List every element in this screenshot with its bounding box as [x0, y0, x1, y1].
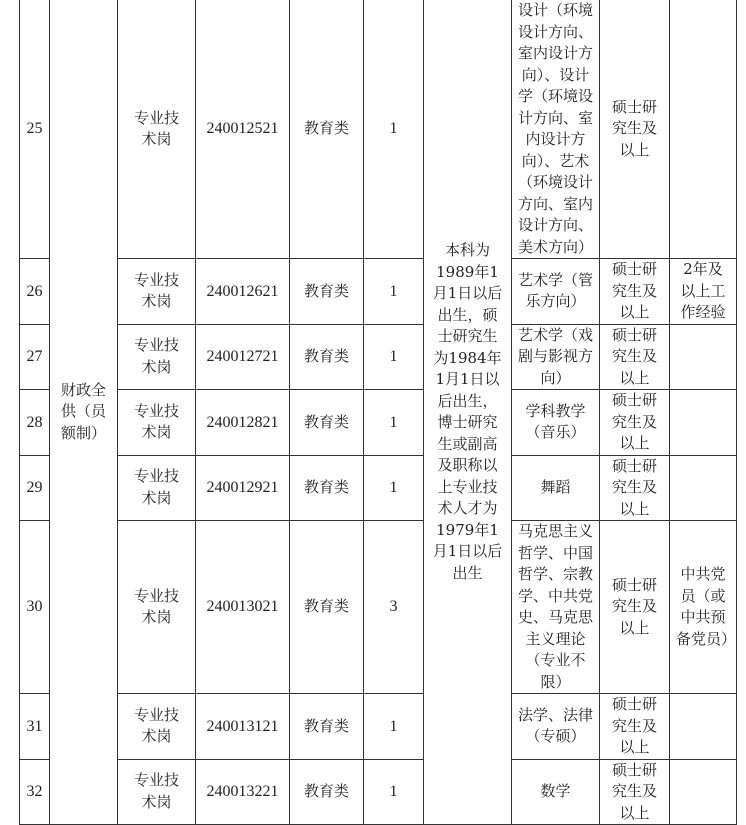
row-number: 25: [20, 0, 50, 259]
table-row: [20, 694, 737, 760]
major-requirement: 艺术学（戏剧与影视方向）: [512, 324, 600, 390]
row-number: 27: [20, 324, 50, 390]
post-type: 专业技术岗: [118, 259, 196, 325]
education-requirement: 硕士研究生及以上: [600, 455, 670, 521]
age-requirement: 本科为1989年1月1日以后出生，硕士研究生为1984年1月1日以后出生，博士研究生或副高及职称以上专业技术人才为1979年1月1日以后出生: [424, 0, 512, 825]
row-number: 26: [20, 259, 50, 325]
post-category: 教育类: [290, 759, 364, 825]
post-type: 专业技术岗: [118, 455, 196, 521]
post-type: 专业技术岗: [118, 694, 196, 760]
post-code: 240012821: [196, 390, 290, 456]
hire-count: 1: [364, 694, 424, 760]
education-requirement: 硕士研究生及以上: [600, 694, 670, 760]
table-row: [20, 390, 737, 456]
post-code: 240013021: [196, 521, 290, 694]
post-code: 240012921: [196, 455, 290, 521]
other-requirement: [670, 324, 737, 390]
post-code: 240013221: [196, 759, 290, 825]
other-requirement: [670, 390, 737, 456]
hire-count: 1: [364, 759, 424, 825]
hire-count: 1: [364, 455, 424, 521]
post-type: 专业技术岗: [118, 759, 196, 825]
hire-count: 1: [364, 390, 424, 456]
table-row: [20, 324, 737, 390]
post-code: 240013121: [196, 694, 290, 760]
row-number: 29: [20, 455, 50, 521]
row-number: 32: [20, 759, 50, 825]
post-type: 专业技术岗: [118, 521, 196, 694]
major-requirement: 马克思主义哲学、中国哲学、宗教学、中共党史、马克思主义理论（专业不限）: [512, 521, 600, 694]
table-row: [20, 521, 737, 694]
hire-count: 3: [364, 521, 424, 694]
post-category: 教育类: [290, 390, 364, 456]
major-requirement: 艺术学（管乐方向）: [512, 259, 600, 325]
hire-count: 1: [364, 324, 424, 390]
row-number: 28: [20, 390, 50, 456]
major-requirement: 设计（环境设计方向、室内设计方向）、设计学（环境设计方向、室内设计方向）、艺术（环境设计方向、室内设计方向、美术方向）: [512, 0, 600, 259]
row-number: 30: [20, 521, 50, 694]
other-requirement: [670, 0, 737, 259]
post-category: 教育类: [290, 324, 364, 390]
post-category: 教育类: [290, 259, 364, 325]
post-code: 240012621: [196, 259, 290, 325]
major-requirement: 舞蹈: [512, 455, 600, 521]
major-requirement: 学科教学（音乐）: [512, 390, 600, 456]
education-requirement: 硕士研究生及以上: [600, 759, 670, 825]
other-requirement: 2年及以上工作经验: [670, 259, 737, 325]
major-requirement: 法学、法律（专硕）: [512, 694, 600, 760]
table-row: [20, 759, 737, 825]
table-row: [20, 455, 737, 521]
row-number: 31: [20, 694, 50, 760]
education-requirement: 硕士研究生及以上: [600, 390, 670, 456]
other-requirement: [670, 759, 737, 825]
post-type: 专业技术岗: [118, 0, 196, 259]
post-category: 教育类: [290, 0, 364, 259]
education-requirement: 硕士研究生及以上: [600, 0, 670, 259]
post-category: 教育类: [290, 521, 364, 694]
post-type: 专业技术岗: [118, 390, 196, 456]
hire-count: 1: [364, 0, 424, 259]
post-code: 240012521: [196, 0, 290, 259]
education-requirement: 硕士研究生及以上: [600, 259, 670, 325]
post-category: 教育类: [290, 694, 364, 760]
other-requirement: [670, 694, 737, 760]
other-requirement: [670, 455, 737, 521]
post-code: 240012721: [196, 324, 290, 390]
table-row: [20, 259, 737, 325]
post-type: 专业技术岗: [118, 324, 196, 390]
education-requirement: 硕士研究生及以上: [600, 521, 670, 694]
other-requirement: 中共党员（或中共预备党员）: [670, 521, 737, 694]
hire-count: 1: [364, 259, 424, 325]
recruitment-table: [19, 0, 737, 825]
post-category: 教育类: [290, 455, 364, 521]
funding-type: 财政全供（员额制）: [50, 0, 118, 825]
table-row: [20, 0, 737, 259]
education-requirement: 硕士研究生及以上: [600, 324, 670, 390]
major-requirement: 数学: [512, 759, 600, 825]
